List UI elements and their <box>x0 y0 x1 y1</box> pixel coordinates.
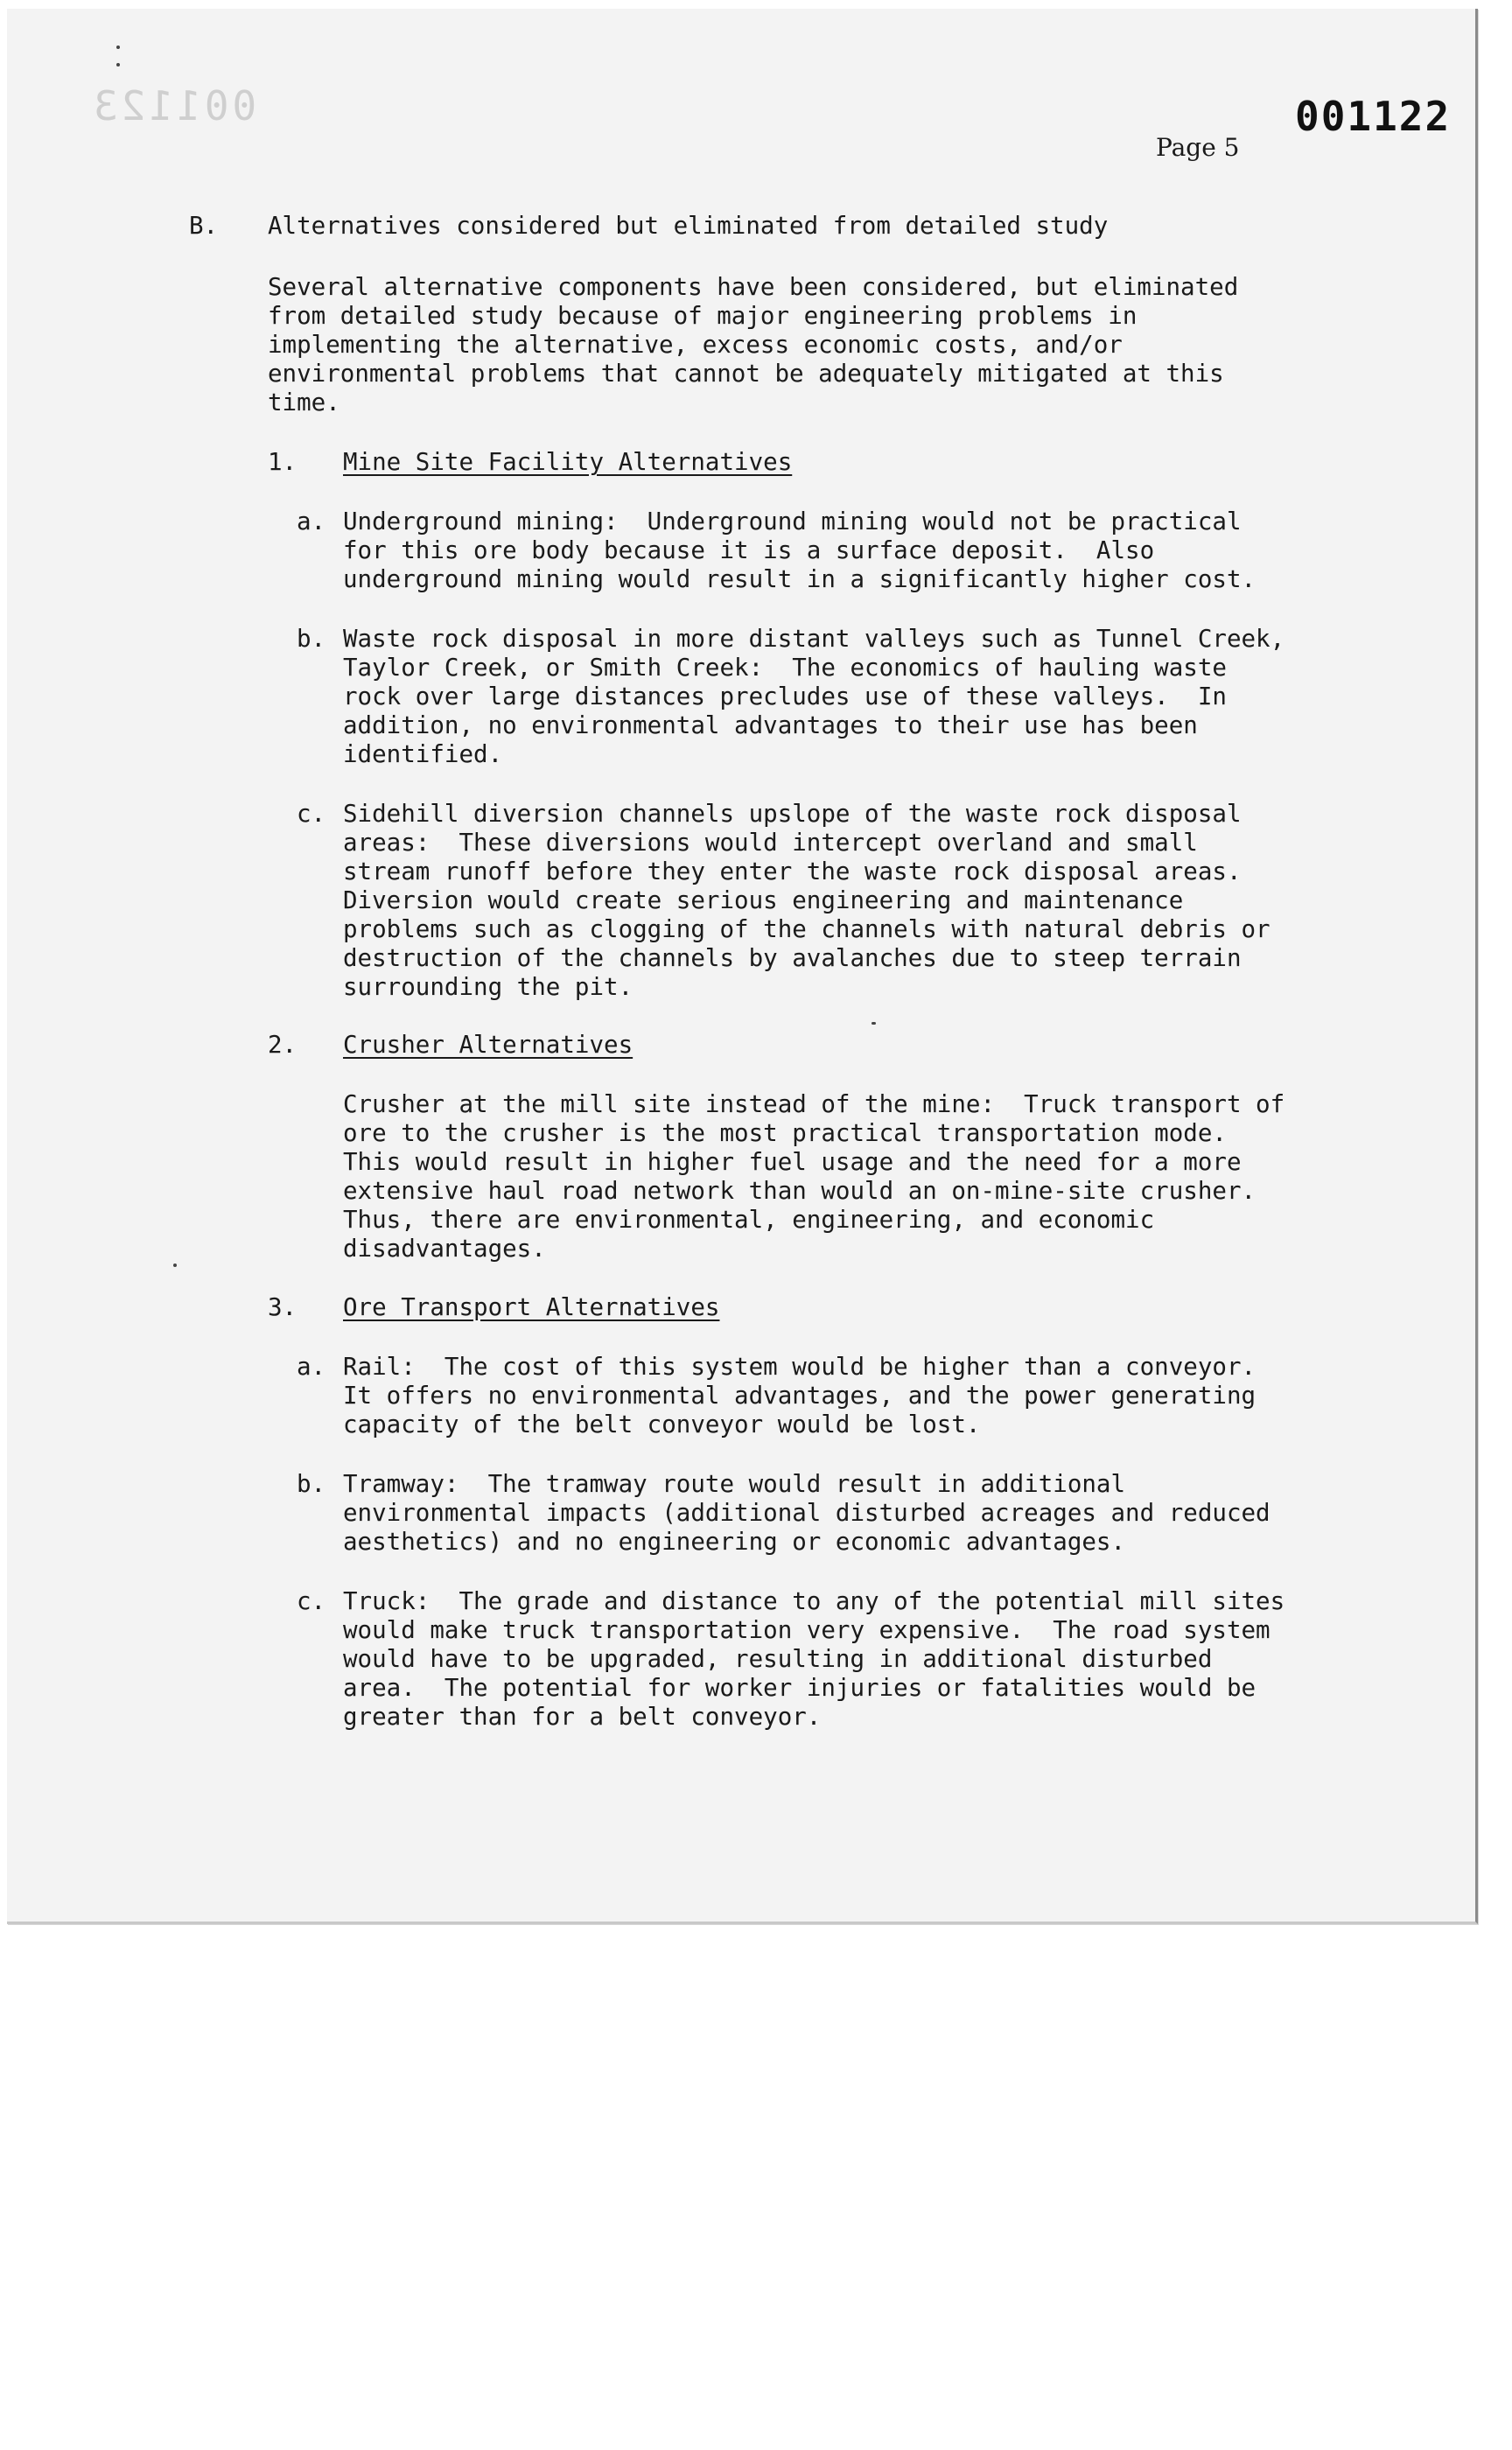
bleed-through-number: 001123 <box>90 82 257 130</box>
subsection-title: Crusher Alternatives <box>343 1031 634 1059</box>
paragraph-line: extensive haul road network than would an on-mine-site crusher. <box>343 1177 1256 1205</box>
item-line: greater than for a belt conveyor. <box>343 1703 822 1731</box>
item-marker: a. <box>297 1353 326 1381</box>
subsection-number: 3. <box>268 1293 298 1321</box>
scan-speck <box>116 46 120 49</box>
item-line: Diversion would create serious engineering and maintenance <box>343 886 1184 914</box>
document-control-number: 001122 <box>1295 93 1452 140</box>
paragraph-line: Crusher at the mill site instead of the mine: Truck transport of <box>343 1090 1285 1118</box>
intro-line: time. <box>268 388 340 416</box>
item-line: area. The potential for worker injuries or fatalities would be <box>343 1674 1256 1702</box>
item-marker: b. <box>297 1470 326 1498</box>
subsection-title: Ore Transport Alternatives <box>343 1293 720 1321</box>
document-page <box>7 9 1478 1924</box>
intro-line: environmental problems that cannot be adequately mitigated at this <box>268 360 1224 388</box>
item-line: problems such as clogging of the channels with natural debris or <box>343 915 1270 943</box>
item-line: Waste rock disposal in more distant valleys such as Tunnel Creek, <box>343 625 1285 653</box>
item-body <box>343 1587 1284 1732</box>
subsection-number: 2. <box>268 1031 298 1059</box>
item-line: areas: These diversions would intercept overland and small <box>343 829 1198 857</box>
item-line: Taylor Creek, or Smith Creek: The economics of hauling waste <box>343 654 1227 682</box>
item-line: Rail: The cost of this system would be higher than a conveyor. <box>343 1353 1256 1381</box>
item-body <box>343 508 1256 594</box>
item-line: would have to be upgraded, resulting in additional disturbed <box>343 1645 1213 1673</box>
item-line: surrounding the pit. <box>343 973 634 1001</box>
intro-line: Several alternative components have been considered, but eliminated <box>268 273 1239 301</box>
scan-speck <box>116 63 120 66</box>
section-marker: B. <box>189 212 219 240</box>
subsection-title: Mine Site Facility Alternatives <box>343 448 793 476</box>
item-line: capacity of the belt conveyor would be lost. <box>343 1410 981 1438</box>
item-line: underground mining would result in a significantly higher cost. <box>343 565 1256 593</box>
item-body <box>343 800 1270 1002</box>
paragraph-line: This would result in higher fuel usage and the need for a more <box>343 1148 1242 1176</box>
item-line: aesthetics) and no engineering or economic advantages. <box>343 1528 1126 1556</box>
item-line: Sidehill diversion channels upslope of the waste rock disposal <box>343 800 1242 828</box>
subsection-paragraph <box>343 1090 1284 1264</box>
scan-speck <box>173 1264 177 1267</box>
section-heading: Alternatives considered but eliminated from detailed study <box>268 212 1109 240</box>
item-body <box>343 1353 1256 1439</box>
item-line: Tramway: The tramway route would result in additional <box>343 1470 1126 1498</box>
item-line: destruction of the channels by avalanches due to steep terrain <box>343 944 1242 972</box>
paragraph-line: Thus, there are environmental, engineering, and economic <box>343 1206 1155 1234</box>
item-marker: a. <box>297 508 326 536</box>
item-body <box>343 625 1284 769</box>
item-line: Underground mining: Underground mining would not be practical <box>343 508 1242 536</box>
subsection-number: 1. <box>268 448 298 476</box>
intro-line: implementing the alternative, excess economic costs, and/or <box>268 331 1123 359</box>
item-line: Truck: The grade and distance to any of the potential mill sites <box>343 1587 1285 1615</box>
intro-line: from detailed study because of major engineering problems in <box>268 302 1138 330</box>
item-marker: c. <box>297 1587 326 1615</box>
item-line: stream runoff before they enter the waste rock disposal areas. <box>343 858 1242 886</box>
item-line: environmental impacts (additional disturbed acreages and reduced <box>343 1499 1270 1527</box>
item-line: would make truck transportation very expensive. The road system <box>343 1616 1270 1644</box>
item-body <box>343 1470 1270 1557</box>
item-marker: c. <box>297 800 326 828</box>
paragraph-line: disadvantages. <box>343 1235 546 1263</box>
item-line: for this ore body because it is a surface deposit. Also <box>343 536 1155 564</box>
item-line: identified. <box>343 740 503 768</box>
section-intro <box>268 273 1238 417</box>
item-line: rock over large distances precludes use of these valleys. In <box>343 682 1227 710</box>
item-line: addition, no environmental advantages to their use has been <box>343 711 1198 739</box>
paragraph-line: ore to the crusher is the most practical transportation mode. <box>343 1119 1227 1147</box>
item-marker: b. <box>297 625 326 653</box>
page-number: Page 5 <box>1156 133 1240 162</box>
scan-speck <box>872 1022 876 1025</box>
item-line: It offers no environmental advantages, and the power generating <box>343 1382 1256 1410</box>
